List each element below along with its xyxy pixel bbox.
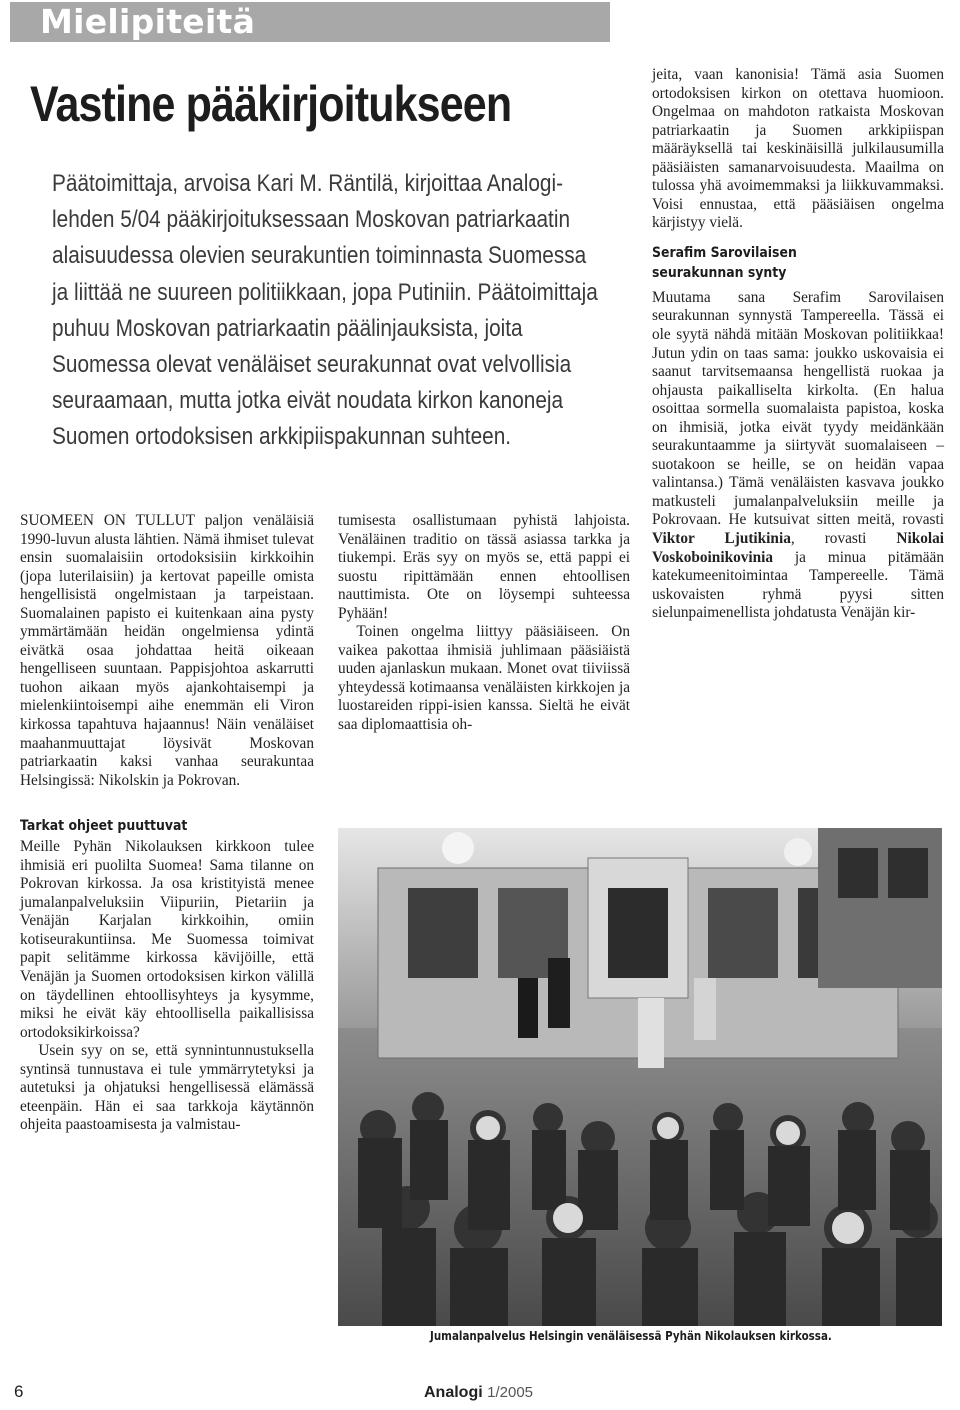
subhead-serafim-line-1: Serafim Sarovilaisen (652, 244, 797, 261)
issue-number: 1/2005 (487, 1384, 534, 1401)
column-3-paragraph-2-c: ja minua pitämään katekumeenitoimintaa Tampereelle. Tämä uskovaisten ryhmä pyysi sitten sielunpaimenellista johdatusta Venäjän kir- (652, 548, 944, 622)
article-column-3 (652, 66, 944, 623)
article-headline: Vastine pääkirjoitukseen (30, 76, 512, 132)
subhead-serafim (652, 243, 903, 283)
opening-caps: SUOMEEN ON TULLUT (20, 512, 195, 529)
article-lede: Päätoimittaja, arvoisa Kari M. Räntilä, kirjoittaa Analogi-lehden 5/04 pääkirjoituksessaan Moskovan patriarkaatin alaisuudessa olevien seurakuntien toiminnasta Suomessa ja liittää ne suureen politiikkaan, jopa Putiniin. Päätoimittaja puhuu Moskovan patriarkaatin päälinjauksista, joita Suomessa olevat venäläiset seurakunnat ovat velvollisia seuraamaan, mutta jotka eivät noudata kirkon kanoneja Suomen ortodoksisen arkkipiispakunnan suhteen. (52, 170, 598, 451)
section-header-band (10, 2, 610, 42)
column-3-paragraph-2 (652, 289, 944, 623)
church-interior-illustration (338, 828, 942, 1326)
person-name-voskoboinikov: Nikolai Voskoboinikovinia (652, 530, 944, 566)
footer-brand (424, 1384, 533, 1402)
column-3-paragraph-1: jeita, vaan kanonisia! Tämä asia Suomen ortodoksisen kirkon on otettava huomioon. Ongelmaa on mahdoton ratkaista Moskovan patriarkaatin ja Suomen arkkipiispan määräyksellä tai keskinäisillä julkilausumilla pääsiäisten samanarvoisuudesta. Maailma on tulossa yhä avoimemmaksi ja liikkuvammaksi. Voisi ennustaa, että pääsiäisen ongelma kärjistyy vielä. (652, 66, 944, 232)
subhead-serafim-line-2: seurakunnan synty (652, 264, 787, 281)
brand-name: Analogi (424, 1384, 483, 1401)
subhead-tarkat-ohjeet: Tarkat ohjeet puuttuvat (20, 818, 188, 835)
column-2-paragraph-1: tumisesta osallistumaan pyhistä lahjoista. Venäläinen traditio on tässä asiassa tarkka ja tiukempi. Eräs syy on myös se, että pappi ei suostu ripittämään ennen ehtoollisen nauttimista. Ote on löysempi suhteessa Pyhään! (338, 512, 630, 622)
page-number: 6 (14, 1382, 24, 1401)
column-2-paragraph-2: Toinen ongelma liittyy pääsiäiseen. On vaikea pakottaa ihmisiä juhlimaan pääsiäistä uuden ajanlaskun mukaan. Monet ovat tiiviissä yhteydessä kotimaansa venäläisten kirkkojen ja luostareiden rippi-isien kanssa. Sieltä he eivät saa diplomaattisia oh- (338, 623, 630, 734)
article-column-2 (338, 512, 630, 735)
column-3-paragraph-2-b: , rovasti (790, 530, 897, 548)
column-3-paragraph-2-a: Muutama sana Serafim Sarovilaisen seurakunnan synnystä Tampereella. Tässä ei ole syytä nähdä mitään Moskovan politiikkaa! Jutun ydin on taas sama: joukko uskovaisia ei saanut tarvitsemaansa hengellistä ruokaa ja ohjausta paikalliselta kirkolta. (En halua osoittaa sormella suomalaista papistoa, koska on ihmisiä, jotka eivät tyydy meidänkään seurakuntaamme ja siirtyvät suomalaiseen – suotakoon se heille, se on heidän vapaa valintansa.) Tämä venäläisten kasvava joukko matkusteli jumalanpalveluksiin meille ja Pokrovaan. He kutsuivat sitten meitä, rovasti (652, 288, 944, 529)
column-1-paragraph-1 (20, 512, 314, 790)
column-1-paragraph-1-text: paljon venäläisiä 1990-luvun alusta lähtien. Nämä ihmiset tulevat ensin suomalaisiin ortodoksisiin kirkkoihin (jopa luterilaisiin) ja kertovat papeille omista hengellisistä ongelmistaan ja tarpeistaan. Suomalainen papisto ei kuitenkaan aina pysty ymmärtämään heidän ongelmiensa ydintä eivätkä osaa johdattaa heitä oikeaan hengelliseen suuntaan. Pappisjohtoa askarrutti tuohon aikaan myös ajankohtaisempi ja mielenkiintoisempi aihe enemmän eli Viron kirkossa tapahtuva hajaannus! Näin venäläiset maahanmuuttajat löysivät Moskovan patriarkaatin kaksi vanhaa seurakuntaa Helsingissä: Nikolskin ja Pokrovan. (20, 512, 314, 789)
article-column-1 (20, 512, 314, 1135)
person-name-ljutikin: Viktor Ljutikinia (652, 530, 791, 548)
column-1-paragraph-2: Meille Pyhän Nikolauksen kirkkoon tulee ihmisiä eri puolilta Suomea! Sama tilanne on Pokrovan kirkossa. Ja osa kristityistä menee jumalanpalveluksiin Viipuriin, Pietariin ja Venäjän Karjalan kirkkoihin, omiin kotiseurakuntiinsa. Me Suomessa toimivat papit selitämme kirkossa kävijöille, että Venäjän ja Suomen ortodoksisen kirkon välillä on täydellinen ehtoollisyhteys ja kysymme, miksi he eivät käy ehtoollisella paikallisissa ortodoksikirkoissa? (20, 838, 314, 1041)
section-label: Mielipiteitä (40, 2, 256, 41)
church-interior-photo (338, 828, 942, 1326)
column-1-paragraph-3: Usein syy on se, että synnintunnustuksella syntinsä tunnustava ei tule ymmärrytetyksi ja autetuksi ja ohjatuksi hengellisessä elämässä eteenpäin. Hän ei saa tarkkoja käytännön ohjeita paastoamisesta ja valmistau- (20, 1042, 314, 1134)
photo-caption: Jumalanpalvelus Helsingin venäläisessä Pyhän Nikolauksen kirkossa. (430, 1329, 832, 1343)
